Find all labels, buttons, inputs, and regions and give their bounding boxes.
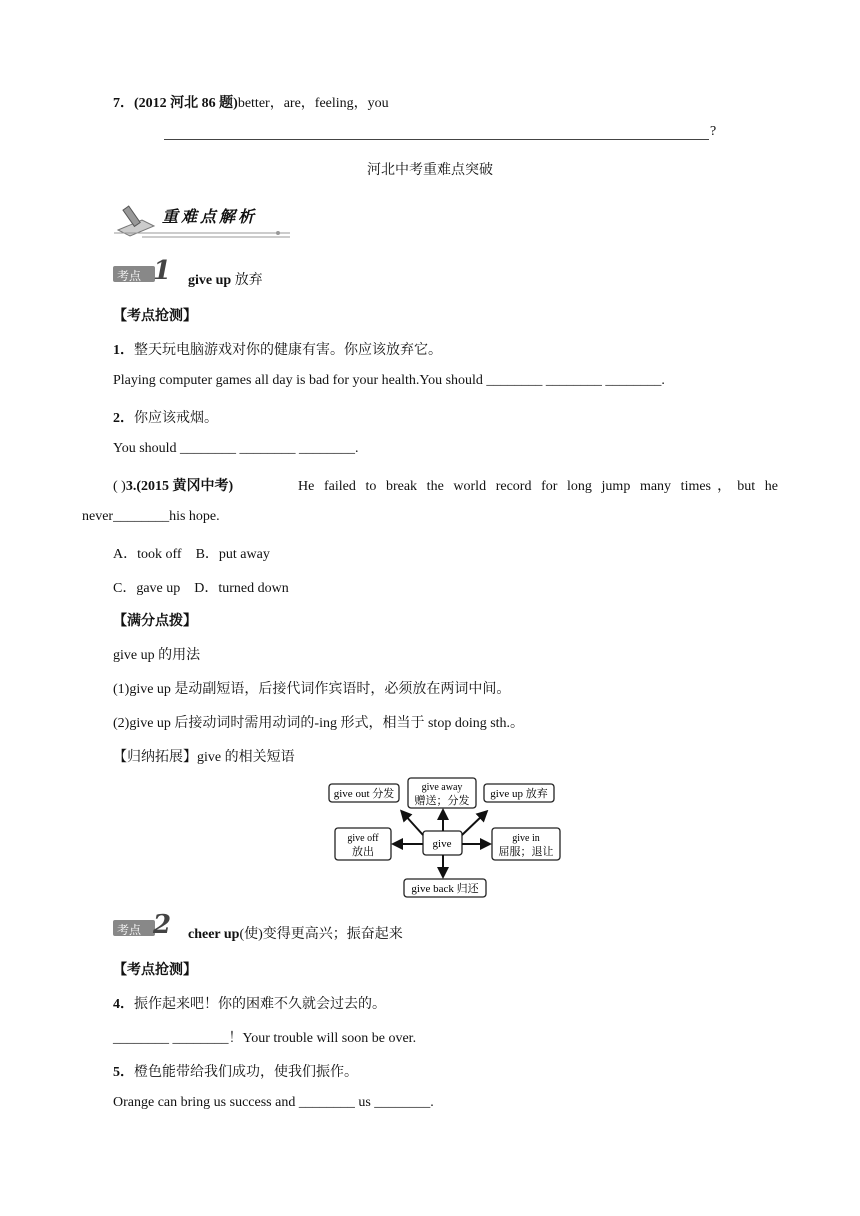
question-1-cn <box>113 339 442 359</box>
options-ab: A．took off B．put away <box>113 547 270 562</box>
question-7 <box>113 92 389 112</box>
kaodian-2-title <box>188 923 403 943</box>
question-2-cn <box>113 407 218 427</box>
phrase: give up <box>188 273 232 288</box>
node-give-away-cn: 赠送；分发 <box>414 795 470 807</box>
question-1-en: Playing computer games all day is bad for your health.You should ________ ________ ________. <box>113 373 665 388</box>
node-give-back: give back 归还 <box>411 883 479 895</box>
usage-point-2: (2)give up 后接动词时需用动词的-ing 形式，相当于 stop doing sth.。 <box>113 716 525 731</box>
phrase-meaning: 放弃 <box>231 273 263 288</box>
node-give-up: give up 放弃 <box>490 788 548 800</box>
node-give-in-en: give in <box>512 833 540 844</box>
question-3-line1: He failed to break the world record for long jump many times，but he <box>298 479 778 494</box>
subsection-heading: 【考点抢测】 <box>113 309 197 324</box>
page-title: 河北中考重难点突破 <box>367 163 493 178</box>
kaodian-badge <box>113 256 175 286</box>
node-give-off-en: give off <box>347 833 379 844</box>
usage-point-1: (1)give up 是动副短语，后接代词作宾语时，必须放在两词中间。 <box>113 682 511 697</box>
question-mark: ? <box>710 124 717 139</box>
badge-number: 2 <box>153 910 172 940</box>
question-text: 整天玩电脑游戏对你的健康有害。你应该放弃它。 <box>134 343 442 358</box>
section-header <box>112 200 292 240</box>
question-text: 振作起来吧！你的困难不久就会过去的。 <box>134 997 386 1012</box>
question-words: better，are，feeling，you <box>237 96 389 111</box>
node-give-out: give out 分发 <box>333 788 395 800</box>
section-title: 重难点解析 <box>162 207 258 226</box>
usage-title: give up 的用法 <box>113 648 201 663</box>
question-2-en: You should ________ ________ ________. <box>113 441 359 456</box>
node-give-center: give <box>432 838 452 850</box>
question-number: 1． <box>113 343 134 358</box>
subsection-heading: 【满分点拨】 <box>113 614 197 629</box>
node-give-in-cn: 屈服；退让 <box>498 846 554 858</box>
question-5-cn <box>113 1061 358 1081</box>
question-source: (2015 黄冈中考) <box>136 479 234 494</box>
question-text: 橙色能带给我们成功，使我们振作。 <box>134 1065 358 1080</box>
phrase: cheer up <box>188 927 240 942</box>
arrow <box>404 814 423 835</box>
question-number: 7． <box>113 96 134 111</box>
question-3-head <box>113 475 233 495</box>
subsection-heading: 【考点抢测】 <box>113 963 197 978</box>
question-3-line2: never________his hope. <box>82 509 220 524</box>
arrow <box>462 814 484 835</box>
node-give-off-cn: 放出 <box>352 846 374 858</box>
options-cd: C．gave up D．turned down <box>113 581 289 596</box>
phrase-meaning: (使)变得更高兴；振奋起来 <box>239 927 403 942</box>
question-text: 你应该戒烟。 <box>134 411 218 426</box>
expansion-heading: 【归纳拓展】give 的相关短语 <box>113 750 295 765</box>
answer-paren: ( ) <box>113 479 126 494</box>
kaodian-badge <box>113 910 175 940</box>
kaodian-1-title <box>188 269 263 289</box>
question-5-en: Orange can bring us success and ________ us ________. <box>113 1095 434 1110</box>
badge-label: 考点 <box>117 269 142 283</box>
question-number: 2． <box>113 411 134 426</box>
question-4-en: ________ ________！Your trouble will soon be over. <box>113 1031 417 1046</box>
question-number: 3. <box>125 479 137 494</box>
question-4-cn <box>113 993 386 1013</box>
give-phrases-diagram <box>326 776 566 900</box>
badge-number: 1 <box>153 256 172 286</box>
question-number: 4． <box>113 997 134 1012</box>
question-number: 5． <box>113 1065 134 1080</box>
question-source: (2012 河北 86 题) <box>134 96 238 111</box>
badge-label: 考点 <box>117 923 142 937</box>
node-give-away-en: give away <box>421 782 463 793</box>
answer-line <box>164 139 709 140</box>
